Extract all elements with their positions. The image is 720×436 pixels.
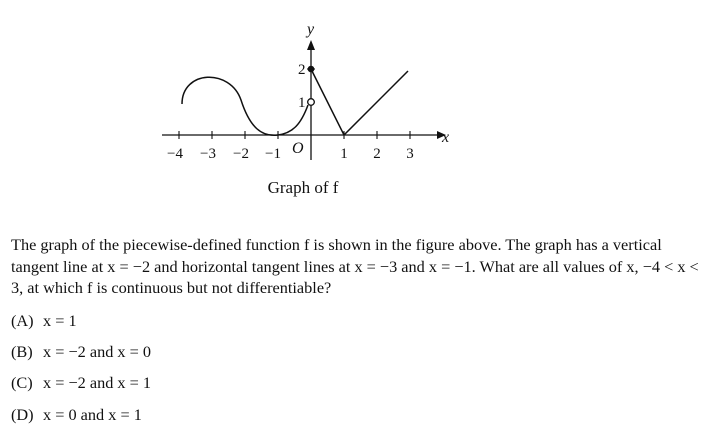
graph-figure bbox=[0, 0, 460, 175]
x-tick-label: −4 bbox=[167, 146, 183, 162]
x-tick-label: −1 bbox=[265, 146, 281, 162]
answer-choice-b[interactable] bbox=[11, 342, 151, 362]
y-tick-label: 2 bbox=[298, 62, 306, 78]
curve-right-piece bbox=[311, 69, 408, 135]
choice-letter: (D) bbox=[11, 405, 34, 424]
y-tick-label: 1 bbox=[298, 95, 306, 111]
figure-caption: Graph of f bbox=[267, 178, 339, 197]
answer-choice-d[interactable] bbox=[11, 405, 142, 425]
choice-text: x = −2 and x = 0 bbox=[43, 342, 152, 361]
x-tick-label: −2 bbox=[233, 146, 249, 162]
origin-label: O bbox=[292, 140, 304, 157]
curve-left-piece bbox=[182, 77, 308, 135]
y-axis-arrow bbox=[307, 40, 315, 50]
choice-text: x = 0 and x = 1 bbox=[43, 405, 142, 424]
choice-letter: (B) bbox=[11, 342, 33, 361]
open-circle-point bbox=[308, 99, 315, 106]
x-axis-label: x bbox=[442, 129, 450, 146]
x-tick-label: 1 bbox=[340, 146, 348, 162]
answer-choice-c[interactable] bbox=[11, 373, 151, 393]
y-axis-label: y bbox=[307, 21, 315, 38]
choice-letter: (C) bbox=[11, 373, 33, 392]
question-text: The graph of the piecewise-defined function f is shown in the figure above. The graph has a vertical tangent line at x = −2 and horizontal tangent lines at x = −3 and x = −1. What are all values of x, −4 < x < 3, at which f is continuous but not differentiable? bbox=[11, 235, 699, 297]
x-tick-label: −3 bbox=[200, 146, 216, 162]
choice-text: x = −2 and x = 1 bbox=[43, 373, 152, 392]
x-tick-label: 3 bbox=[406, 146, 414, 162]
answer-choice-a[interactable] bbox=[11, 311, 77, 331]
choice-letter: (A) bbox=[11, 311, 34, 330]
x-tick-label: 2 bbox=[373, 146, 381, 162]
choice-text: x = 1 bbox=[43, 311, 77, 330]
